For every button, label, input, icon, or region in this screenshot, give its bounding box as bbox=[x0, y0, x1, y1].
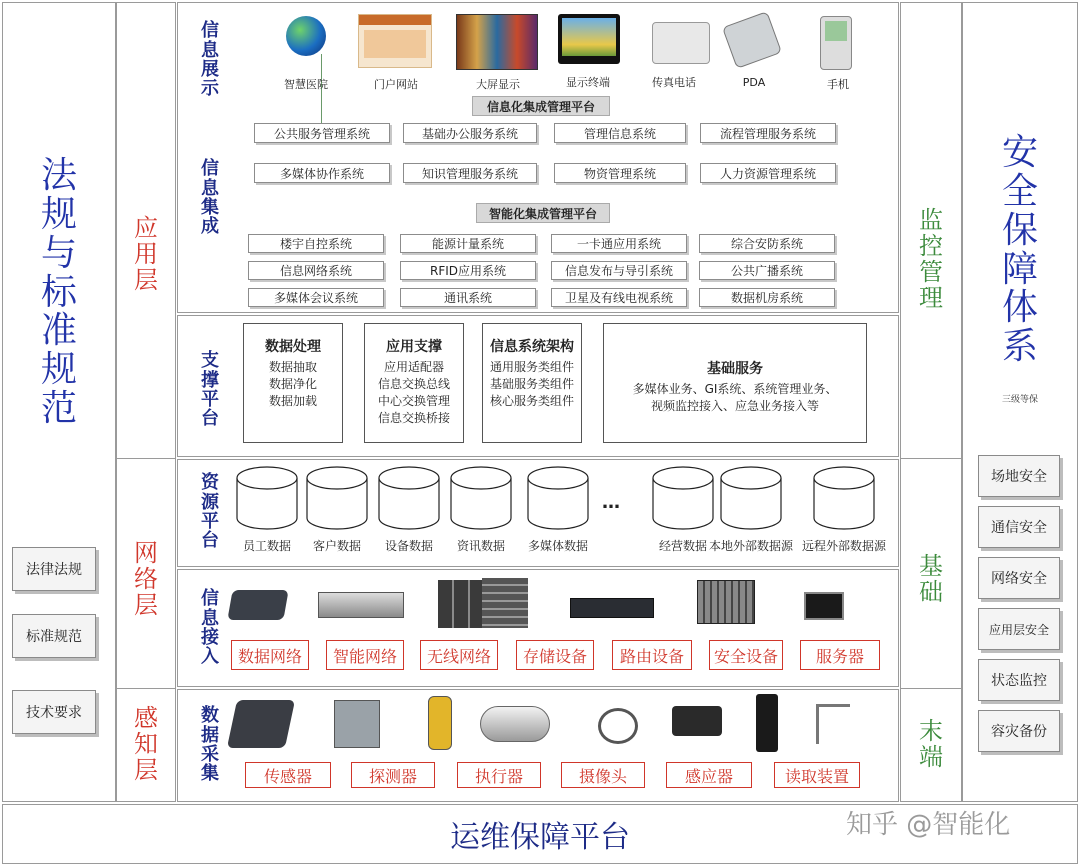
network-device-icon bbox=[227, 590, 288, 620]
label-info-display: 信 息 展 示 bbox=[201, 20, 219, 100]
access-item[interactable]: 服务器 bbox=[800, 640, 880, 670]
law-regulation-button[interactable]: 法律法规 bbox=[12, 547, 96, 591]
right-label-column bbox=[900, 2, 962, 802]
server-rack-icon bbox=[318, 592, 404, 618]
device-label: 大屏显示 bbox=[476, 78, 520, 91]
router-icon bbox=[570, 598, 654, 618]
inductor-icon bbox=[598, 708, 638, 744]
sensor-icon bbox=[227, 700, 295, 748]
system-box[interactable]: 楼宇自控系统 bbox=[248, 234, 384, 253]
system-box[interactable]: 知识管理服务系统 bbox=[403, 163, 537, 183]
system-box[interactable]: RFID应用系统 bbox=[400, 261, 536, 280]
access-item[interactable]: 智能网络 bbox=[326, 640, 404, 670]
access-item[interactable]: 无线网络 bbox=[420, 640, 498, 670]
network-security-button[interactable]: 网络安全 bbox=[978, 557, 1060, 599]
reader-icon bbox=[672, 706, 722, 736]
device-label: 门户网站 bbox=[374, 78, 418, 91]
layer-network: 网 络 层 bbox=[134, 539, 158, 619]
device-label: 智慧医院 bbox=[284, 78, 328, 91]
system-box[interactable]: 公共服务管理系统 bbox=[254, 123, 390, 143]
label-access: 信 息 接 入 bbox=[201, 588, 219, 668]
system-box[interactable]: 公共广播系统 bbox=[699, 261, 835, 280]
database-label: 设备数据 bbox=[384, 539, 433, 553]
collect-item[interactable]: 感应器 bbox=[666, 762, 752, 788]
database-label: 客户数据 bbox=[312, 539, 361, 553]
database-label: 本地外部数据源 bbox=[708, 539, 793, 553]
web-portal-icon bbox=[358, 14, 432, 68]
title-char: 与 bbox=[40, 232, 77, 274]
label-monitor: 监 控 管 理 bbox=[919, 206, 943, 312]
label-resource: 资 源 平 台 bbox=[201, 472, 219, 552]
system-box[interactable]: 流程管理服务系统 bbox=[700, 123, 836, 143]
system-box[interactable]: 多媒体协作系统 bbox=[254, 163, 390, 183]
right-panel-subtitle: 三级等保 bbox=[1001, 395, 1038, 405]
monitor-icon bbox=[558, 14, 620, 64]
security-device-icon bbox=[697, 580, 755, 624]
globe-icon bbox=[286, 16, 326, 56]
right-panel-title: 安 全 保 障 体 系 bbox=[1001, 131, 1038, 368]
big-screen-icon bbox=[456, 14, 538, 70]
system-box[interactable]: 卫星及有线电视系统 bbox=[551, 288, 687, 307]
left-panel-title bbox=[2, 128, 116, 458]
storage-device-icon bbox=[482, 578, 528, 628]
collect-item[interactable]: 摄像头 bbox=[561, 762, 645, 788]
system-box[interactable]: 信息发布与导引系统 bbox=[551, 261, 687, 280]
system-box[interactable]: 一卡通应用系统 bbox=[551, 234, 687, 253]
app-layer-security-button[interactable]: 应用层安全 bbox=[978, 608, 1060, 650]
database-label: 多媒体数据 bbox=[527, 539, 588, 553]
detector-icon bbox=[334, 700, 380, 748]
system-box[interactable]: 数据机房系统 bbox=[699, 288, 835, 307]
device-label: PDA bbox=[742, 76, 766, 89]
label-support: 支 撑 平 台 bbox=[201, 350, 219, 430]
system-box[interactable]: 信息网络系统 bbox=[248, 261, 384, 280]
access-item[interactable]: 存储设备 bbox=[516, 640, 594, 670]
system-box[interactable]: 多媒体会议系统 bbox=[248, 288, 384, 307]
label-collect: 数 据 采 集 bbox=[201, 705, 219, 785]
comm-security-button[interactable]: 通信安全 bbox=[978, 506, 1060, 548]
fax-icon bbox=[652, 22, 710, 64]
layer-column bbox=[116, 2, 176, 802]
support-data-processing[interactable]: 数据处理 数据抽取 数据净化 数据加载 bbox=[243, 323, 343, 443]
site-security-button[interactable]: 场地安全 bbox=[978, 455, 1060, 497]
title-char: 规 bbox=[40, 193, 77, 235]
system-box[interactable]: 能源计量系统 bbox=[400, 234, 536, 253]
ellipsis: … bbox=[602, 492, 620, 513]
access-item[interactable]: 安全设备 bbox=[709, 640, 783, 670]
collect-item[interactable]: 传感器 bbox=[245, 762, 331, 788]
support-info-architecture[interactable]: 信息系统架构 通用服务类组件 基础服务类组件 核心服务类组件 bbox=[482, 323, 582, 443]
title-char: 标 bbox=[40, 271, 77, 313]
database-cylinder bbox=[813, 466, 875, 530]
ops-platform-title: 运维保障平台 bbox=[450, 820, 630, 855]
title-char: 规 bbox=[40, 349, 77, 391]
actuator-icon bbox=[428, 696, 452, 750]
system-box[interactable]: 物资管理系统 bbox=[554, 163, 686, 183]
camera-icon bbox=[480, 706, 550, 742]
layer-sense: 感 知 层 bbox=[134, 704, 158, 784]
system-box[interactable]: 综合安防系统 bbox=[699, 234, 835, 253]
title-char: 范 bbox=[40, 388, 77, 430]
standard-norm-button[interactable]: 标准规范 bbox=[12, 614, 96, 658]
system-box[interactable]: 管理信息系统 bbox=[554, 123, 686, 143]
system-box[interactable]: 基础办公服务系统 bbox=[403, 123, 537, 143]
database-cylinder bbox=[378, 466, 440, 530]
phone-icon bbox=[820, 16, 852, 70]
layer-app: 应 用 层 bbox=[134, 214, 158, 294]
database-label: 远程外部数据源 bbox=[801, 539, 886, 553]
access-item[interactable]: 路由设备 bbox=[612, 640, 692, 670]
support-app-support[interactable]: 应用支撑 应用适配器 信息交换总线 中心交换管理 信息交换桥接 bbox=[364, 323, 464, 443]
database-label: 经营数据 bbox=[658, 539, 707, 553]
watermark: 知乎 @智能化 bbox=[846, 810, 1011, 840]
title-char: 准 bbox=[40, 310, 77, 352]
system-box[interactable]: 人力资源管理系统 bbox=[700, 163, 836, 183]
label-terminal: 末 端 bbox=[919, 717, 943, 771]
database-label: 员工数据 bbox=[242, 539, 291, 553]
database-cylinder bbox=[720, 466, 782, 530]
system-box[interactable]: 通讯系统 bbox=[400, 288, 536, 307]
database-cylinder bbox=[236, 466, 298, 530]
tower-device-icon bbox=[756, 694, 778, 752]
database-cylinder bbox=[527, 466, 589, 530]
access-item[interactable]: 数据网络 bbox=[231, 640, 309, 670]
info-platform-title: 信息化集成管理平台 bbox=[472, 96, 610, 116]
smart-platform-title: 智能化集成管理平台 bbox=[476, 203, 610, 223]
support-base-service[interactable]: 基础服务 多媒体业务、GI系统、系统管理业务、 视频监控接入、应急业务接入等 bbox=[603, 323, 867, 443]
tech-requirement-button[interactable]: 技术要求 bbox=[12, 690, 96, 734]
title-char: 法 bbox=[40, 154, 77, 196]
probe-device-icon bbox=[816, 704, 850, 744]
collect-item[interactable]: 执行器 bbox=[457, 762, 541, 788]
collect-item[interactable]: 读取装置 bbox=[774, 762, 860, 788]
database-cylinder bbox=[450, 466, 512, 530]
database-label: 资讯数据 bbox=[456, 539, 505, 553]
label-info-integration: 信 息 集 成 bbox=[201, 158, 219, 238]
server-icon bbox=[804, 592, 844, 620]
collect-item[interactable]: 探测器 bbox=[351, 762, 435, 788]
device-label: 显示终端 bbox=[566, 76, 610, 89]
disaster-backup-button[interactable]: 容灾备份 bbox=[978, 710, 1060, 752]
device-label: 传真电话 bbox=[652, 76, 696, 89]
status-monitor-button[interactable]: 状态监控 bbox=[978, 659, 1060, 701]
label-base: 基 础 bbox=[919, 552, 943, 606]
database-cylinder bbox=[306, 466, 368, 530]
database-cylinder bbox=[652, 466, 714, 530]
device-label: 手机 bbox=[827, 78, 849, 91]
